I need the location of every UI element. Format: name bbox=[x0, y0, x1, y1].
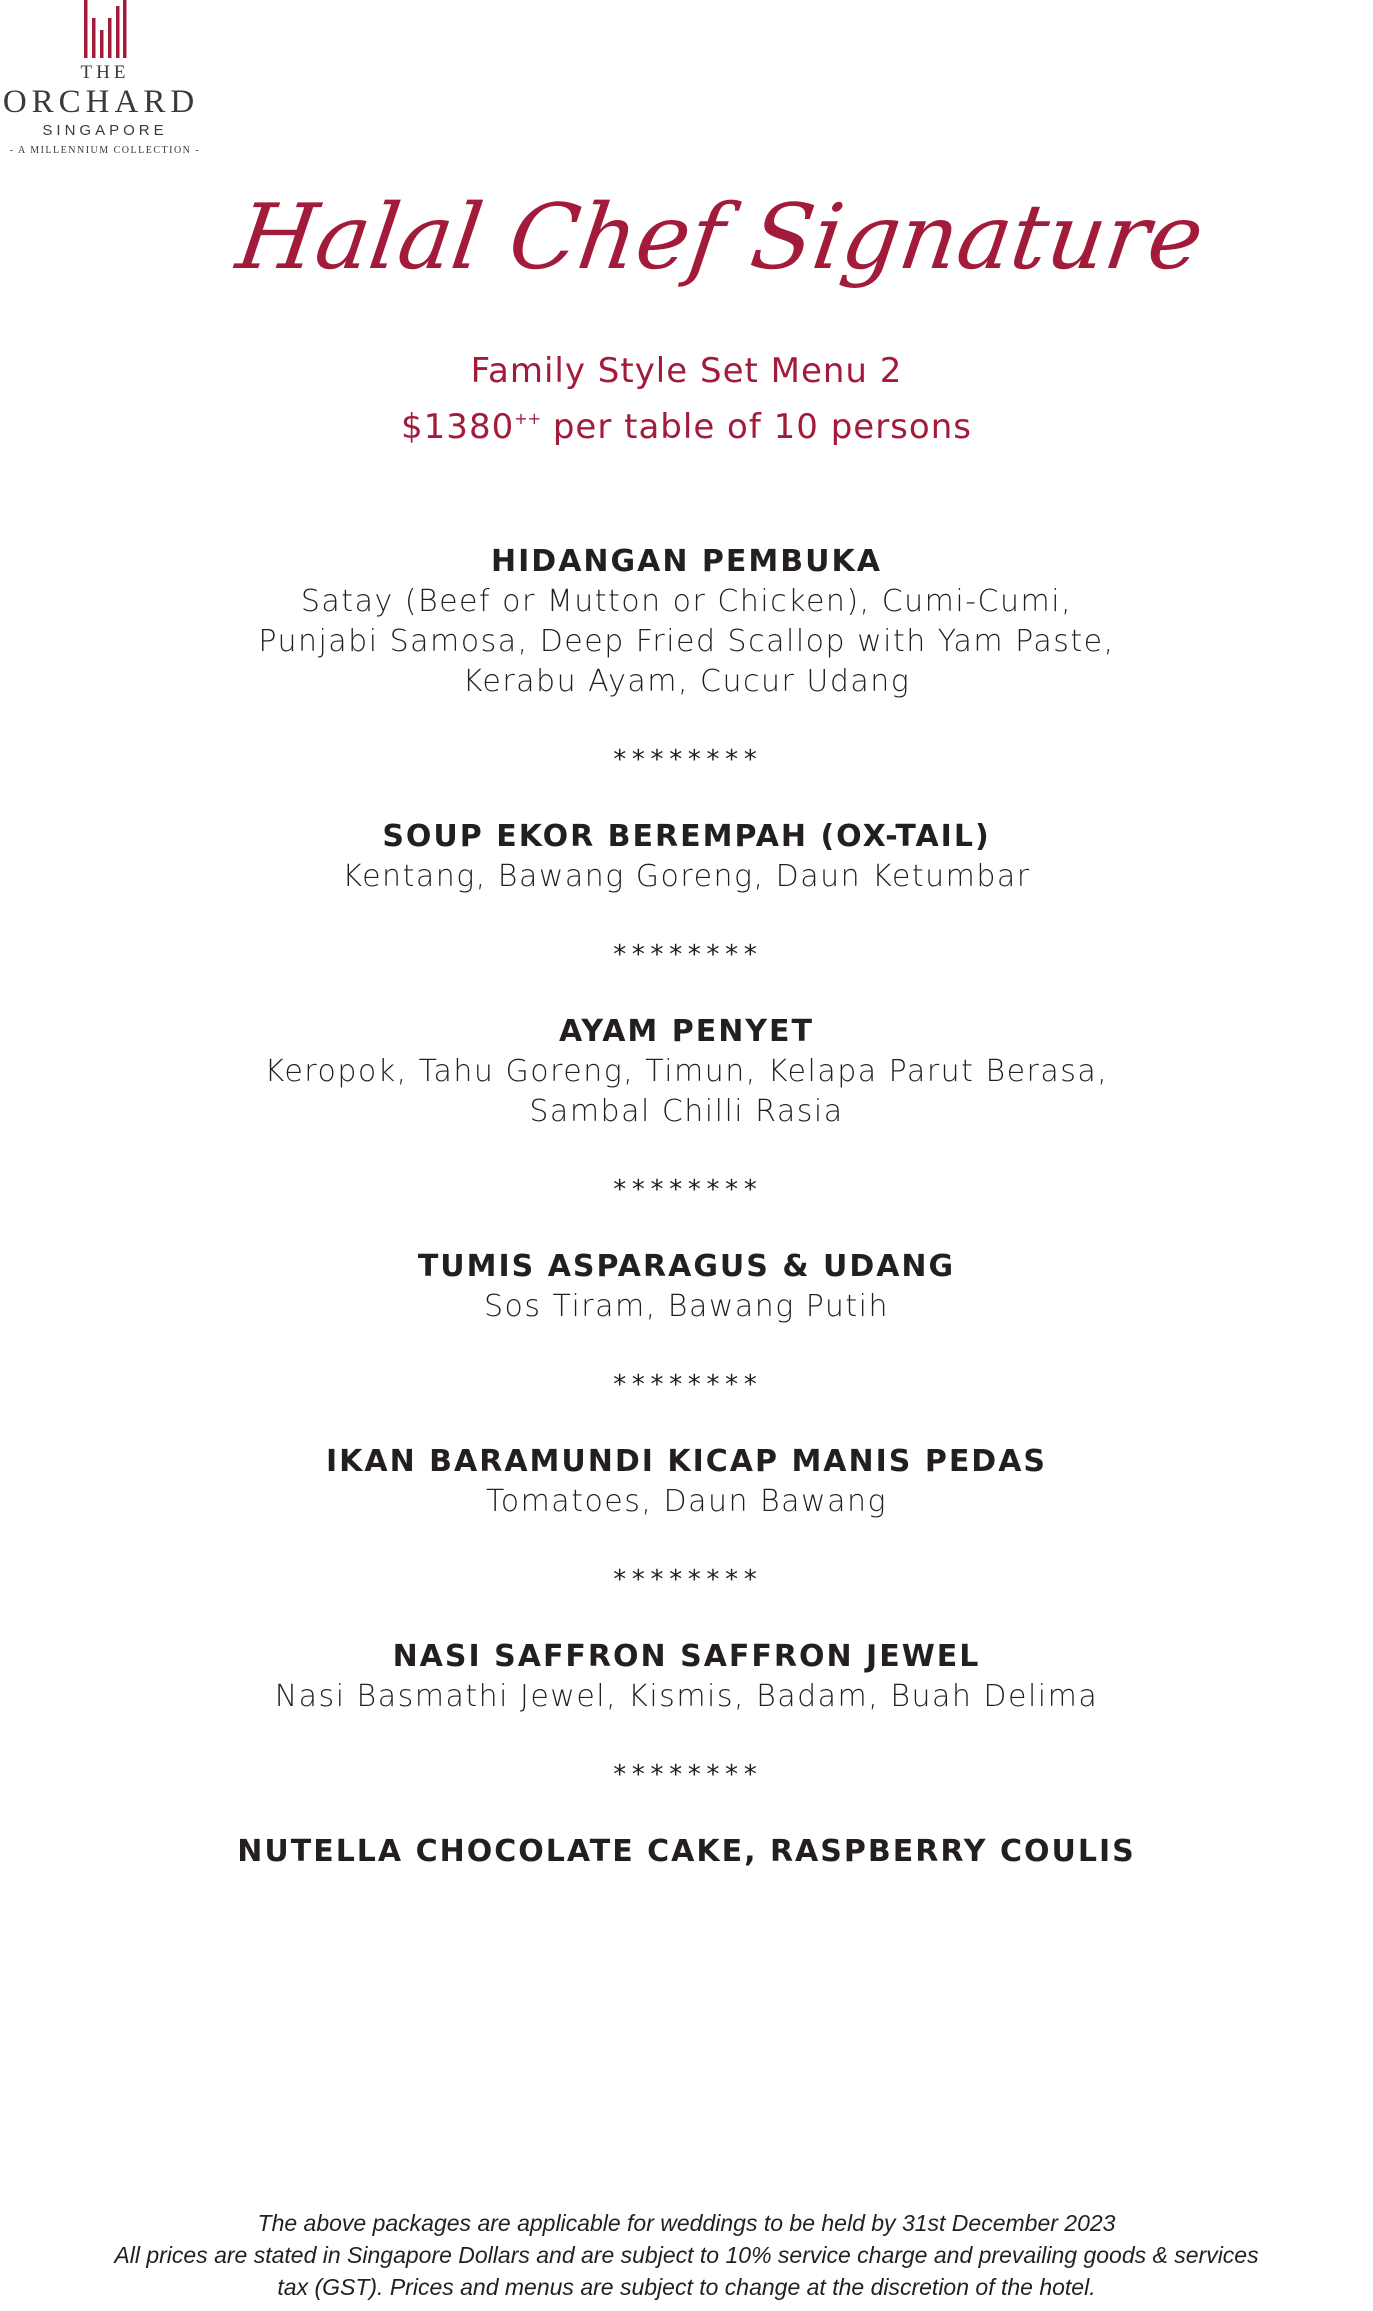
course-title: AYAM PENYET bbox=[559, 1014, 814, 1049]
logo-orchard: ORCHARD bbox=[2, 84, 200, 120]
course bbox=[0, 542, 1373, 702]
hotel-logo bbox=[0, 0, 210, 160]
footer-line: tax (GST). Prices and menus are subject to change at the discretion of the hotel. bbox=[277, 2274, 1096, 2300]
course-separator: ******** bbox=[611, 745, 762, 775]
price: $1380 bbox=[401, 407, 515, 447]
course bbox=[0, 1442, 1373, 1522]
orchard-logo-mark-icon bbox=[82, 0, 128, 58]
course-description: Punjabi Samosa, Deep Fried Scallop with Yam Paste, bbox=[258, 624, 1115, 659]
course-title: TUMIS ASPARAGUS & UDANG bbox=[417, 1249, 956, 1284]
logo-collection: - A MILLENNIUM COLLECTION - bbox=[9, 145, 201, 156]
course-separator: ******** bbox=[611, 1370, 762, 1400]
course-separator: ******** bbox=[611, 1565, 762, 1595]
course-description: Kerabu Ayam, Cucur Udang bbox=[462, 664, 911, 699]
course bbox=[0, 1637, 1373, 1717]
course-description: Sambal Chilli Rasia bbox=[529, 1094, 844, 1129]
footer-line: All prices are stated in Singapore Dollars and are subject to 10% service charge and prevailing goods & services bbox=[114, 2242, 1259, 2268]
course-description: Kentang, Bawang Goreng, Daun Ketumbar bbox=[342, 859, 1031, 894]
page-title bbox=[230, 168, 1210, 338]
price-suffix: ++ bbox=[514, 409, 542, 428]
course-separator: ******** bbox=[611, 940, 762, 970]
course-title: HIDANGAN PEMBUKA bbox=[491, 544, 882, 579]
menu-subtitle bbox=[0, 348, 1373, 451]
course-title: SOUP EKOR BEREMPAH (OX-TAIL) bbox=[382, 819, 991, 854]
course-description: Satay (Beef or Mutton or Chicken), Cumi-Cumi, bbox=[300, 584, 1073, 619]
course-description: Nasi Basmathi Jewel, Kismis, Badam, Buah Delima bbox=[274, 1679, 1099, 1714]
footer-line: The above packages are applicable for weddings to be held by 31st December 2023 bbox=[257, 2210, 1116, 2236]
course bbox=[0, 817, 1373, 897]
course-description: Sos Tiram, Bawang Putih bbox=[483, 1289, 889, 1324]
page-title-text: Halal Chef Signature bbox=[230, 185, 1210, 290]
logo-singapore: SINGAPORE bbox=[42, 122, 168, 139]
course-description: Keropok, Tahu Goreng, Timun, Kelapa Parut Berasa, bbox=[264, 1054, 1109, 1089]
set-menu-name: Family Style Set Menu 2 bbox=[470, 351, 903, 391]
course-description: Tomatoes, Daun Bawang bbox=[486, 1484, 887, 1519]
course-separator: ******** bbox=[611, 1760, 762, 1790]
course bbox=[0, 1832, 1373, 1872]
course-title: NASI SAFFRON SAFFRON JEWEL bbox=[392, 1639, 981, 1674]
course-separator: ******** bbox=[611, 1175, 762, 1205]
course-title: NUTELLA CHOCOLATE CAKE, RASPBERRY COULIS bbox=[237, 1834, 1136, 1869]
course bbox=[0, 1247, 1373, 1327]
logo-the: THE bbox=[80, 62, 130, 83]
price-description: per table of 10 persons bbox=[541, 407, 972, 447]
course-title: IKAN BARAMUNDI KICAP MANIS PEDAS bbox=[325, 1444, 1048, 1479]
price-line bbox=[0, 395, 1373, 451]
course bbox=[0, 1012, 1373, 1132]
terms-footer bbox=[0, 2207, 1373, 2303]
menu-courses bbox=[0, 542, 1373, 1872]
